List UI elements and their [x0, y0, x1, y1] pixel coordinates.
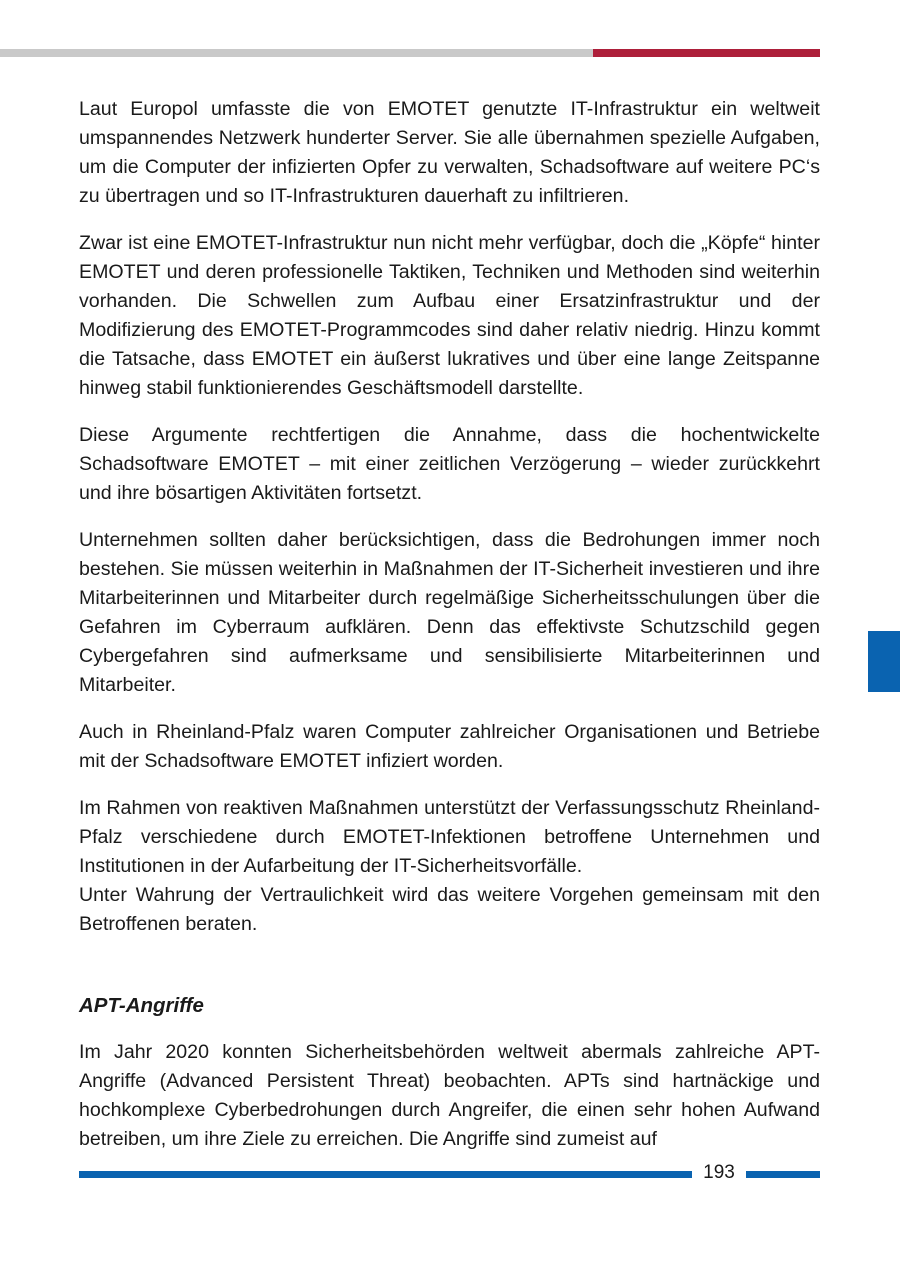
paragraph-confidentiality: Unter Wahrung der Vertraulichkeit wird das weitere Vorgehen gemeinsam mit den Betroffenen beraten.	[79, 884, 820, 935]
paragraph-companies-advice: Unternehmen sollten daher berücksichtigen, dass die Bedrohungen immer noch bestehen. Sie müssen weiterhin in Maßnahmen der IT-Sicherheit investieren und ihre Mitarbeiterinnen und Mitarbeiter durch regelmäßige Sicherheitsschulungen über die Gefahren im Cyberraum aufklären. Denn das effektivste Schutzschild gegen Cybergefahren sind aufmerksame und sensibilisierte Mitarbeiterinnen und Mitarbeiter.	[79, 529, 820, 696]
header-rule-red	[593, 49, 820, 57]
paragraph-arguments: Diese Argumente rechtfertigen die Annahme, dass die hochentwickelte Schadsoftware EMOTET – mit einer zeitlichen Verzögerung – wieder zurückkehrt und ihre bösartigen Aktivitäten fortsetzt.	[79, 424, 820, 504]
section-heading-apt: APT-Angriffe	[79, 994, 204, 1017]
footer-rule-left	[79, 1171, 692, 1178]
page-body	[79, 95, 820, 1172]
footer-rule-right	[746, 1171, 820, 1178]
paragraph-apt-attacks: Im Jahr 2020 konnten Sicherheitsbehörden weltweit abermals zahlreiche APT-Angriffe (Advanced Persistent Threat) beobachten. APTs sind hartnäckige und hochkomplexe Cyberbedrohungen durch Angreifer, die einen sehr hohen Aufwand betreiben, um ihre Ziele zu erreichen. Die Angriffe sind zumeist auf	[79, 1041, 820, 1150]
paragraph-reactive-measures: Im Rahmen von reaktiven Maßnahmen unterstützt der Verfassungsschutz Rheinland-Pfalz verschiedene durch EMOTET-Infektionen betroffene Unternehmen und Institutionen in der Aufarbeitung der IT-Sicherheitsvorfälle.	[79, 797, 820, 877]
page-number: 193	[703, 1162, 735, 1183]
paragraph-emotet-heads: Zwar ist eine EMOTET-Infrastruktur nun nicht mehr verfügbar, doch die „Köpfe“ hinter EMOTET und deren professionelle Taktiken, Techniken und Methoden sind weiterhin vorhanden. Die Schwellen zum Aufbau einer Ersatzinfrastruktur und der Modifizierung des EMOTET-Programmcodes sind daher relativ niedrig. Hinzu kommt die Tatsache, dass EMOTET ein äußerst lukratives und über eine lange Zeitspanne hinweg stabil funktionierendes Geschäftsmodell darstellte.	[79, 232, 820, 399]
paragraph-rheinland-pfalz: Auch in Rheinland-Pfalz waren Computer zahlreicher Organisationen und Betriebe mit der Schadsoftware EMOTET infiziert worden.	[79, 721, 820, 772]
paragraph-europol-infrastructure: Laut Europol umfasste die von EMOTET genutzte IT-Infrastruktur ein weltweit umspannendes Netzwerk hunderter Server. Sie alle übernahmen spezielle Aufgaben, um die Computer der infizierten Opfer zu verwalten, Schadsoftware auf weitere PC‘s zu übertragen und so IT-Infrastrukturen dauerhaft zu infiltrieren.	[79, 98, 820, 207]
header-rule-gray	[0, 49, 593, 57]
chapter-side-tab	[868, 631, 900, 692]
